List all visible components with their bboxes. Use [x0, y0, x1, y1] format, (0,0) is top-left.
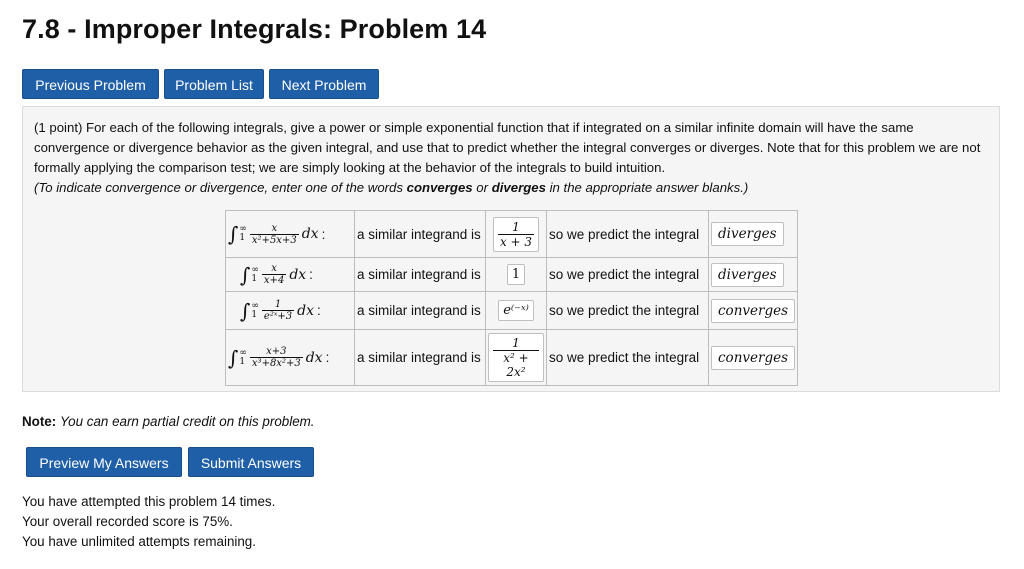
page-title: 7.8 - Improper Integrals: Problem 14: [22, 14, 487, 44]
hint-word-converges: converges: [406, 180, 473, 195]
verdict-cell: [709, 292, 798, 330]
predict-label: so we predict the integral: [547, 258, 709, 292]
similar-integrand-label: a similar integrand is: [355, 330, 486, 386]
colon: :: [317, 303, 321, 318]
verdict-input[interactable]: diverges: [711, 222, 784, 246]
previous-problem-button[interactable]: Previous Problem: [22, 69, 159, 99]
attempts-count: You have attempted this problem 14 times.: [22, 494, 276, 509]
integrand-denominator: e²ˣ+3: [263, 311, 293, 322]
problem-list-button[interactable]: Problem List: [164, 69, 264, 99]
integral-expression: [226, 211, 355, 258]
integrand-answer-cell: [486, 330, 547, 386]
note-text: You can earn partial credit on this problem.: [59, 414, 315, 429]
partial-credit-note: [22, 414, 315, 429]
differential: dx: [301, 226, 319, 242]
note-label: Note:: [22, 414, 57, 429]
integrand-answer-cell: [486, 292, 547, 330]
integrand-denominator: x²+5x+3: [251, 234, 297, 246]
submit-actions: [26, 447, 314, 477]
hint-or: or: [472, 180, 492, 195]
answer-table: [225, 210, 798, 386]
integral-sign: ∫: [240, 298, 251, 323]
colon: :: [325, 350, 330, 365]
integral-expression: [226, 330, 355, 386]
predict-label: so we predict the integral: [547, 211, 709, 258]
integrand-answer-input[interactable]: [493, 217, 539, 252]
verdict-cell: [709, 211, 798, 258]
upper-limit: ∞: [251, 264, 259, 275]
integrand-answer-cell: [486, 211, 547, 258]
similar-integrand-label: a similar integrand is: [355, 258, 486, 292]
upper-limit: ∞: [239, 224, 247, 234]
verdict-input[interactable]: converges: [711, 346, 795, 370]
verdict-cell: [709, 258, 798, 292]
answer-hint: [34, 178, 984, 198]
table-row: [226, 211, 798, 258]
integrand-answer-input[interactable]: 1: [507, 264, 525, 285]
verdict-input[interactable]: converges: [711, 299, 795, 323]
table-row: [226, 330, 798, 386]
answer-denominator: x² + 2x²: [493, 350, 539, 379]
integral-expression: [226, 292, 355, 330]
lower-limit: 1: [251, 273, 258, 284]
hint-word-diverges: diverges: [491, 180, 546, 195]
colon: :: [321, 226, 326, 242]
integrand-answer-input[interactable]: e⁽⁻ˣ⁾: [498, 300, 534, 321]
upper-limit: ∞: [251, 300, 259, 311]
answer-numerator: 1: [512, 336, 520, 350]
integrand-denominator: x³+8x²+3: [251, 358, 301, 369]
differential: dx: [297, 302, 314, 319]
problem-nav: [22, 69, 379, 99]
predict-label: so we predict the integral: [547, 330, 709, 386]
attempt-status: [22, 492, 275, 552]
predict-label: so we predict the integral: [547, 292, 709, 330]
integrand-numerator: 1: [274, 299, 282, 310]
colon: :: [309, 267, 313, 282]
table-row: [226, 258, 798, 292]
integrand-numerator: x+3: [266, 346, 287, 357]
upper-limit: ∞: [239, 347, 247, 358]
attempts-remaining: You have unlimited attempts remaining.: [22, 534, 256, 549]
integral-sign: ∫: [228, 222, 239, 246]
integrand-answer-input[interactable]: [488, 333, 544, 382]
problem-statement: (1 point) For each of the following integrals, give a power or simple exponential function that if integrated on a similar infinite domain will have the same convergence or divergence behavior as the given integral, and use that to predict whether the integral converges or diverges. Note that for this problem we are not formally applying the comparison test; we are simply looking at the behavior of the integrals to build intuition.: [34, 120, 981, 175]
answer-numerator: 1: [512, 219, 520, 234]
lower-limit: 1: [239, 233, 246, 243]
differential: dx: [289, 266, 307, 283]
table-row: [226, 292, 798, 330]
answer-denominator: x + 3: [499, 234, 533, 249]
lower-limit: 1: [251, 309, 258, 320]
integral-expression: [226, 258, 355, 292]
integral-sign: ∫: [240, 262, 251, 287]
similar-integrand-label: a similar integrand is: [355, 292, 486, 330]
integrand-numerator: x: [271, 222, 278, 234]
lower-limit: 1: [239, 356, 246, 367]
differential: dx: [305, 349, 323, 366]
similar-integrand-label: a similar integrand is: [355, 211, 486, 258]
integrand-answer-cell: [486, 258, 547, 292]
recorded-score: Your overall recorded score is 75%.: [22, 514, 233, 529]
preview-answers-button[interactable]: Preview My Answers: [26, 447, 182, 477]
hint-suffix: in the appropriate answer blanks.): [545, 180, 749, 195]
submit-answers-button[interactable]: Submit Answers: [188, 447, 314, 477]
problem-body: [22, 106, 1000, 392]
problem-intro: [34, 118, 984, 198]
verdict-input[interactable]: diverges: [711, 263, 784, 287]
verdict-cell: [709, 330, 798, 386]
integral-sign: ∫: [228, 345, 239, 370]
integrand-numerator: x: [271, 263, 277, 274]
hint-prefix: (To indicate convergence or divergence, enter one of the words: [34, 180, 407, 195]
integrand-denominator: x+4: [263, 275, 285, 286]
next-problem-button[interactable]: Next Problem: [269, 69, 379, 99]
